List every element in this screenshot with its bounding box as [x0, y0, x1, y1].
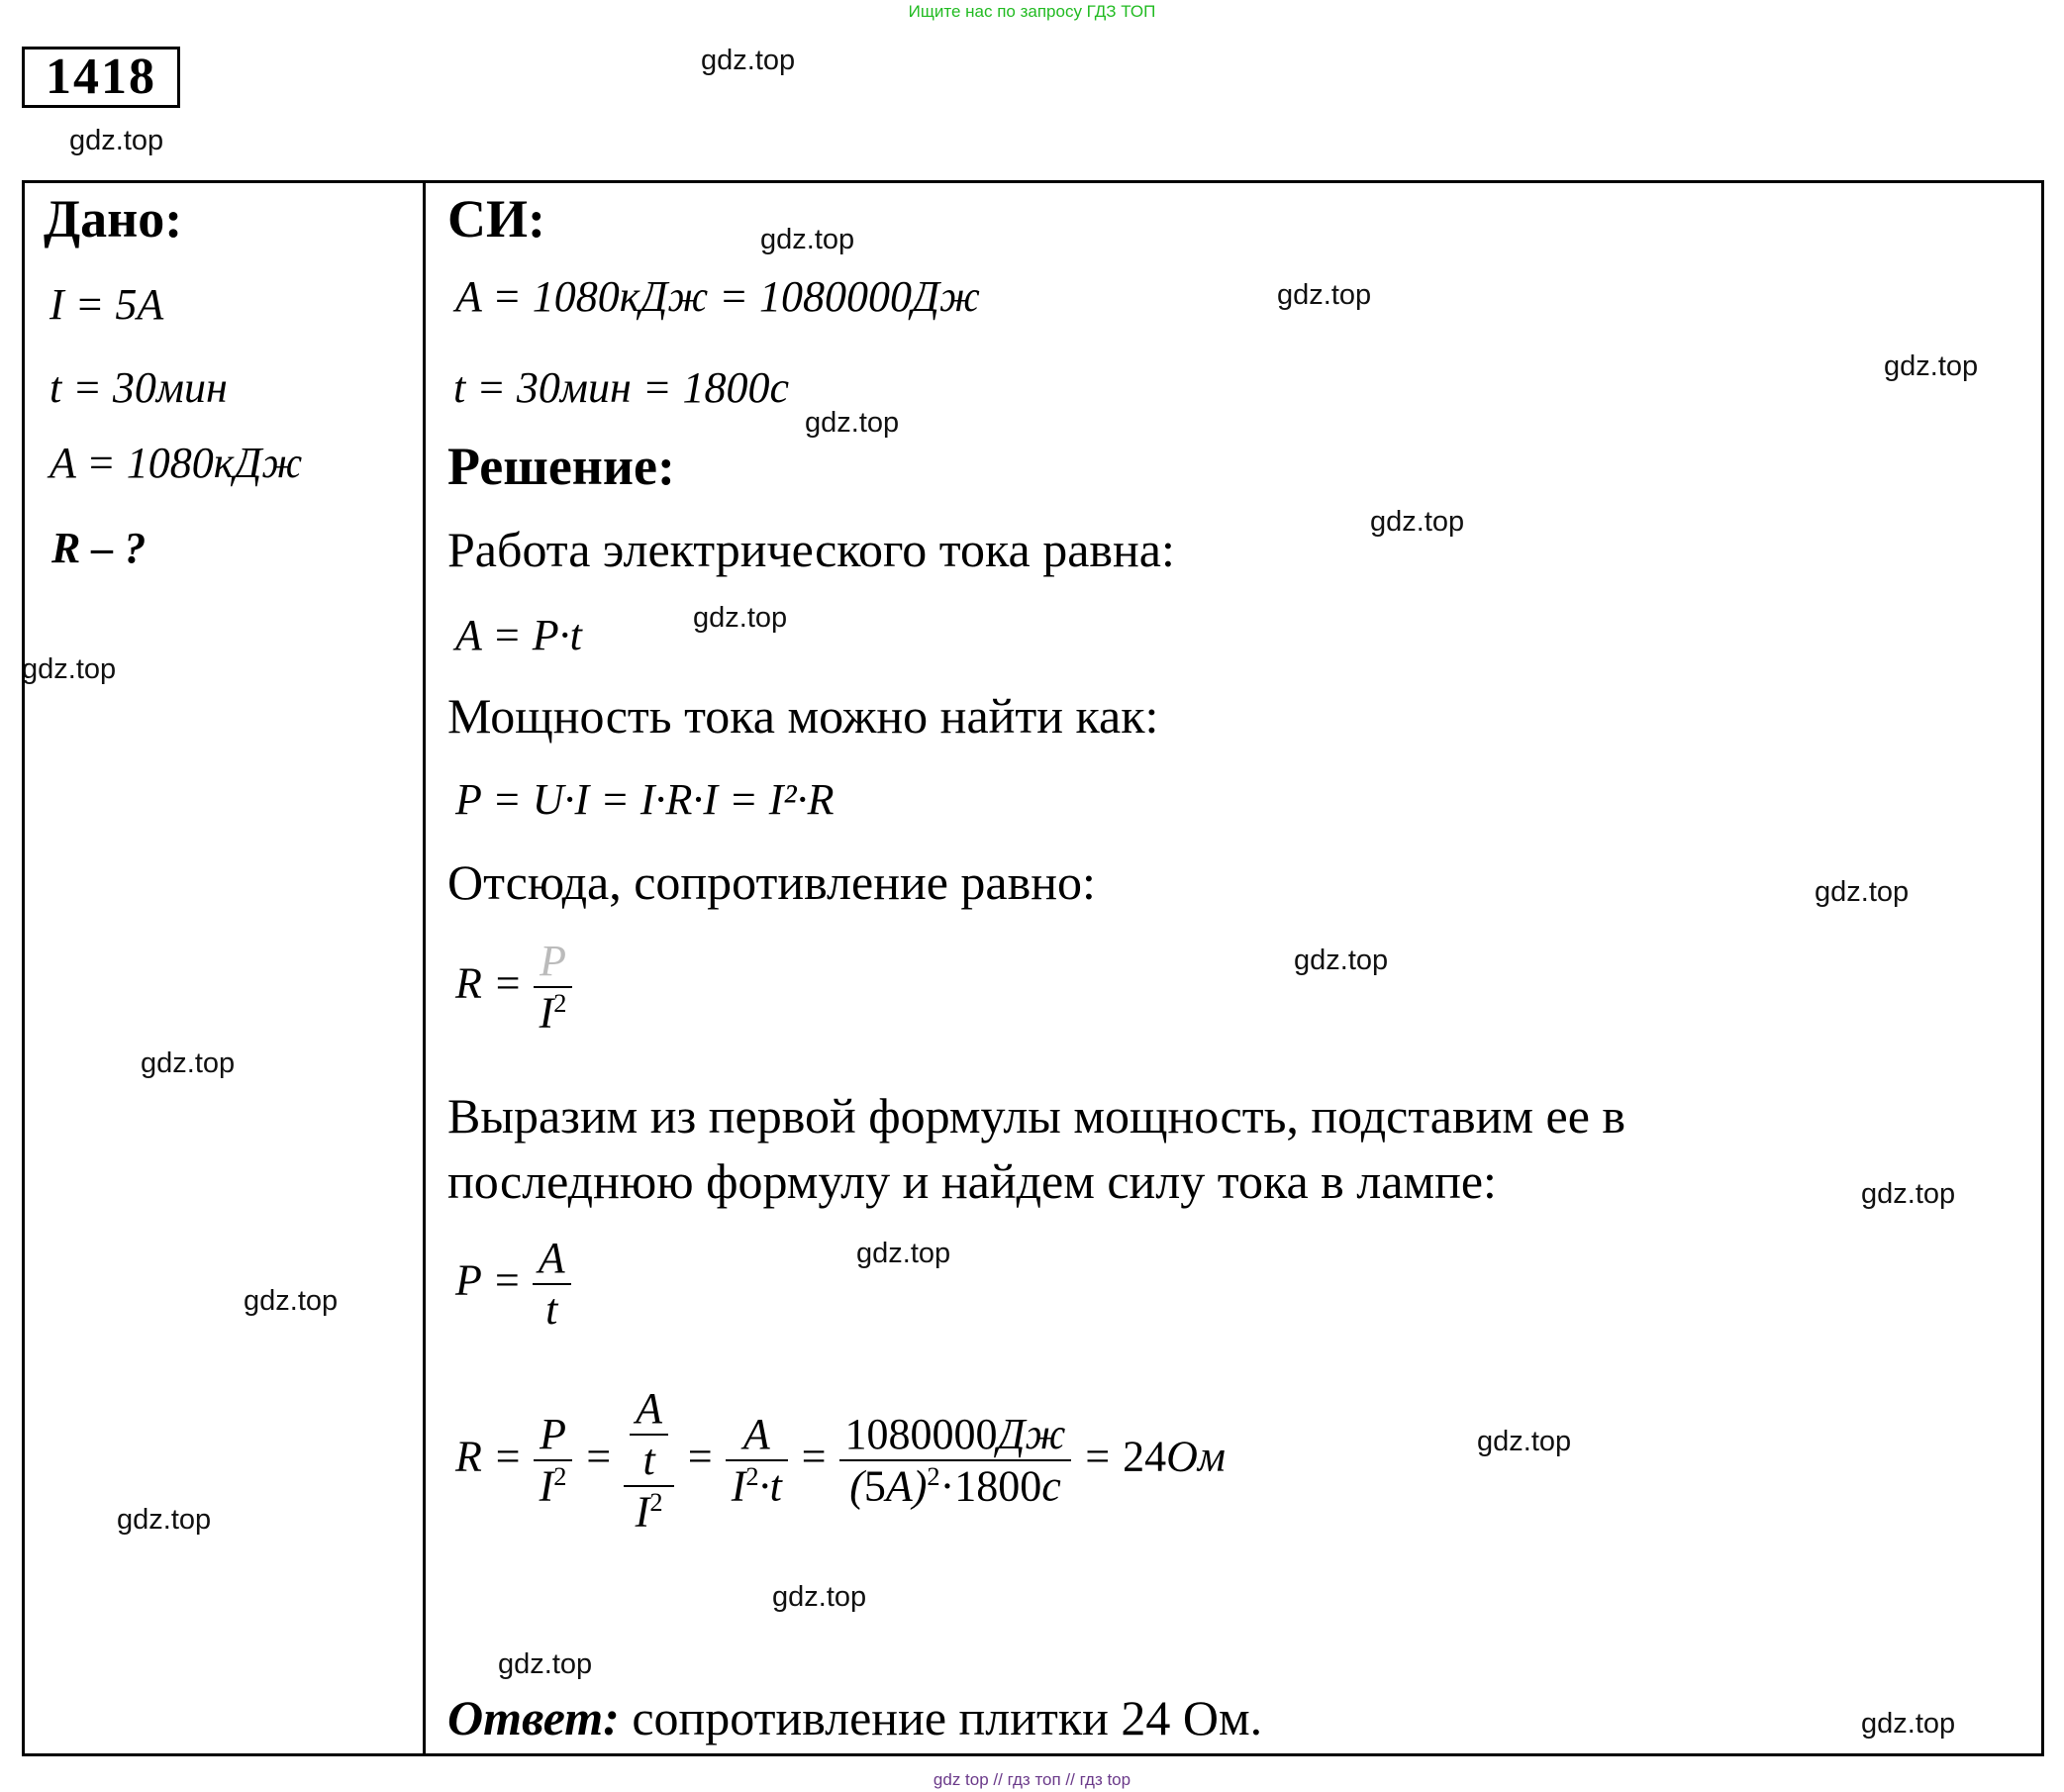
given-unknown: R – ?	[51, 524, 147, 572]
answer-label: Ответ:	[447, 1690, 620, 1745]
si-time: t = 30мин = 1800с	[453, 363, 790, 412]
watermark: gdz.top	[805, 407, 900, 439]
watermark: gdz.top	[760, 224, 855, 255]
solution-text-3: Отсюда, сопротивление равно:	[447, 854, 1096, 910]
solution-header: Решение:	[447, 437, 675, 496]
answer-text: сопротивление плитки 24 Ом.	[632, 1690, 1263, 1745]
solution-text-4b: последнюю формулу и найдем силу тока в лампе:	[447, 1153, 1497, 1209]
column-divider	[423, 180, 426, 1756]
formula-final: R = $\frac{P}{I^2}$ = $\frac{\frac{A}{t}}{I^2}$ = $\frac{A}{I^2\cdot t}$ = $\frac{1080000Дж}{(5A)^2\cdot 1800с}$ = 24Ом	[455, 1384, 1227, 1538]
watermark: gdz.top	[1861, 1178, 1956, 1210]
watermark: gdz.top	[244, 1285, 339, 1317]
formula-work: A = P·t	[455, 611, 582, 659]
watermark: gdz.top	[1884, 350, 1979, 382]
watermark: gdz.top	[701, 45, 796, 76]
watermark: gdz.top	[141, 1047, 236, 1079]
solution-text-1: Работа электрического тока равна:	[447, 522, 1175, 577]
watermark: gdz.top	[772, 1581, 867, 1613]
given-work: A = 1080кДж	[49, 439, 303, 487]
watermark: gdz.top	[1815, 876, 1910, 908]
watermark: gdz.top	[1477, 1426, 1572, 1457]
answer-row	[447, 1689, 1262, 1746]
watermark: gdz.top	[1294, 945, 1389, 976]
watermark: gdz.top	[69, 125, 164, 156]
watermark: gdz.top	[693, 602, 788, 634]
watermark: gdz.top	[1370, 506, 1465, 538]
watermark: gdz.top	[1861, 1708, 1956, 1740]
watermark: gdz.top	[22, 653, 117, 685]
given-time: t = 30мин	[49, 363, 228, 412]
solution-text-4a: Выразим из первой формулы мощность, подставим ее в	[447, 1088, 1625, 1144]
top-banner: Ищите нас по запросу ГДЗ ТОП	[908, 2, 1156, 21]
formula-power: P = U·I = I·R·I = I²·R	[455, 775, 835, 824]
watermark: gdz.top	[498, 1648, 593, 1680]
watermark: gdz.top	[117, 1504, 212, 1536]
formula-resistance: R = $\frac{P}{I^2}$	[455, 939, 572, 1037]
given-current: I = 5A	[49, 280, 164, 329]
given-header: Дано:	[44, 189, 183, 249]
watermark: gdz.top	[1277, 279, 1372, 311]
solution-text-2: Мощность тока можно найти как:	[447, 688, 1159, 744]
formula-power-from-work: P = $\frac{A}{t}$	[455, 1236, 571, 1333]
si-work: A = 1080кДж = 1080000Дж	[455, 272, 980, 321]
si-header: СИ:	[447, 189, 545, 249]
watermark: gdz.top	[856, 1238, 951, 1269]
problem-number: 1418	[22, 47, 180, 108]
footer-links: gdz top // гдз топ // гдз top	[933, 1770, 1131, 1789]
